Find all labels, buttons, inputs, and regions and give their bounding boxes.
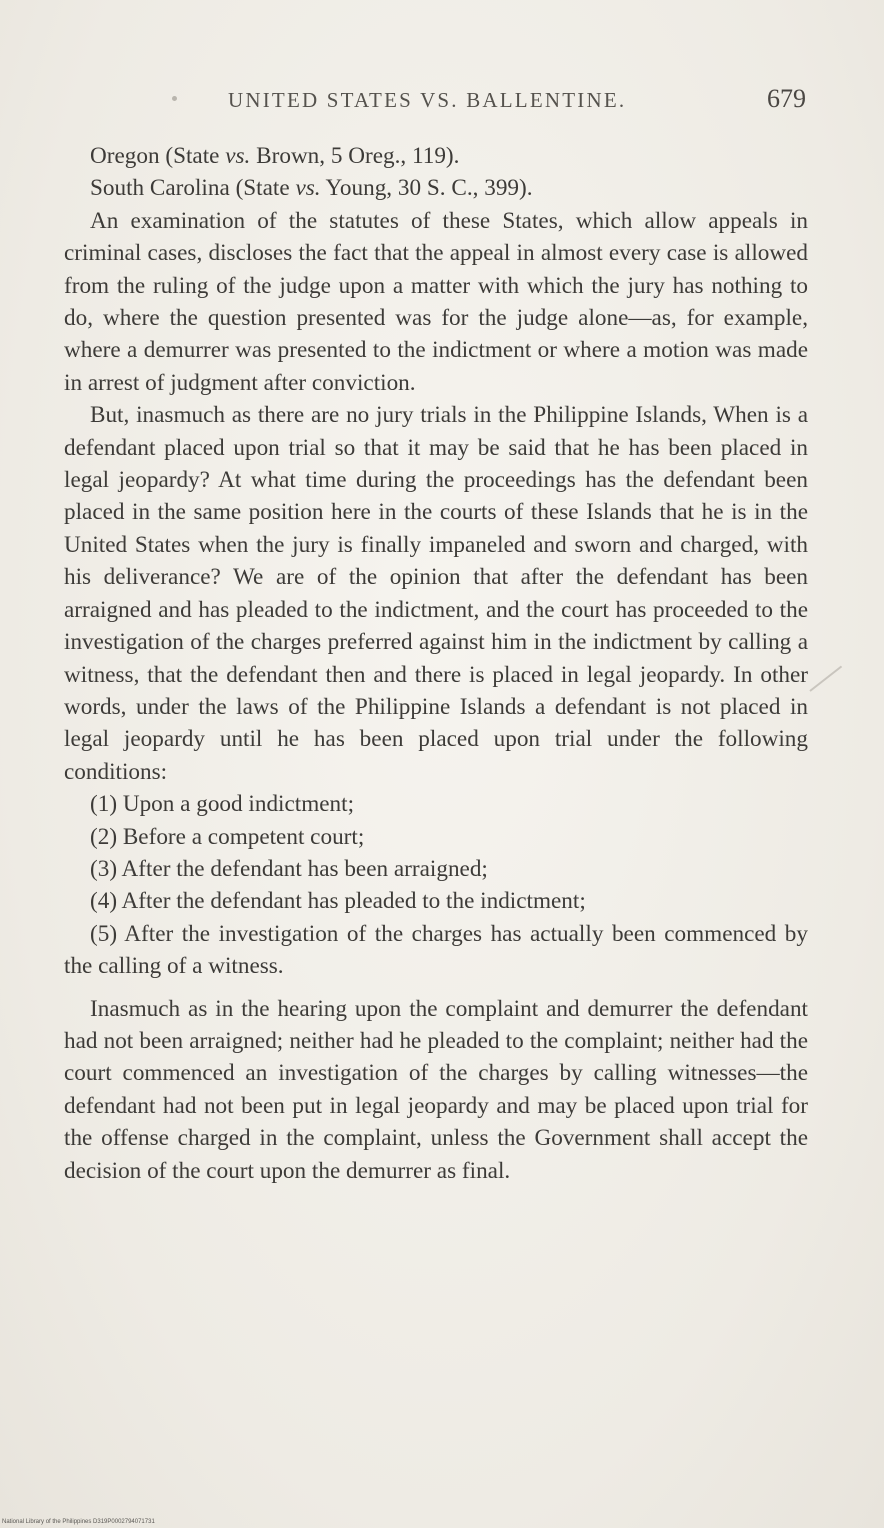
paragraph-conclusion: Inasmuch as in the hearing upon the complaint and demurrer the defendant had not been arraigned; neither had he pleaded to the complaint; neither had the court commenced an investigation of the charges by calling witnesses—the defendant had not been put in legal jeopardy and may be placed upon trial for the offense charged in the complaint, unless the Government shall accept the decision of the court upon the demurrer as final. xyxy=(64,995,808,1184)
paragraph-statutes: An examination of the statutes of these States, which allow appeals in criminal cases, discloses the fact that the appeal in almost every case is allowed from the ruling of the judge upon a matter with which the jury has nothing to do, where the question presented was for the judge alone—as, for example, where a demurrer was presented to the indictment or where a motion was made in arrest of judgment after conviction. xyxy=(64,207,808,396)
page-number: 679 xyxy=(767,84,806,113)
paragraph-jeopardy: But, inasmuch as there are no jury trials in the Philippine Islands, When is a defendant placed upon trial so that it may be said that he has been placed in legal jeopardy? At what time during the proceedings has the defendant been placed in the same position here in the courts of these Islands that he is in the United States when the jury is finally impaneled and sworn and charged, with his deliverance? We are of the opinion that after the defendant has been arraigned and has pleaded to the indictment, and the court has proceeded to the investigation of the charges preferred against him in the indictment by calling a witness, that the defendant then and there is placed in legal jeopardy. In other words, under the laws of the Philippine Islands a defendant is not placed in legal jeopardy until he has been placed upon trial under the following conditions: xyxy=(64,402,808,785)
running-head xyxy=(0,84,884,118)
condition-item: (1) Upon a good indictment; xyxy=(90,791,355,818)
citation-open: (State xyxy=(229,175,296,202)
running-title: UNITED STATES VS. BALLENTINE. xyxy=(228,88,627,112)
condition-item: (5) After the investigation of the charges has actually been commenced by the calling of a witness. xyxy=(64,920,808,980)
condition-item: (2) Before a competent court; xyxy=(90,823,365,850)
citation-rest: Brown, 5 Oreg., 119). xyxy=(250,143,460,169)
condition-item: (4) After the defendant has pleaded to the indictment; xyxy=(90,888,586,915)
citation-state: South Carolina xyxy=(90,175,230,202)
citation-vs: vs. xyxy=(225,143,251,169)
citation-vs: vs. xyxy=(295,175,321,202)
header-dot xyxy=(172,96,177,101)
scan-footer: National Library of the Philippines D319P0002794071731 xyxy=(2,1519,155,1525)
citation-oregon xyxy=(64,140,808,172)
margin-pencil-mark xyxy=(809,666,842,692)
body-text xyxy=(64,140,808,1187)
citation-rest: Young, 30 S. C., 399). xyxy=(320,175,533,202)
citation-state: Oregon xyxy=(90,143,160,169)
citation-open: (State xyxy=(159,143,226,169)
condition-item: (3) After the defendant has been arraigned; xyxy=(90,855,488,882)
citation-south-carolina xyxy=(64,172,808,204)
